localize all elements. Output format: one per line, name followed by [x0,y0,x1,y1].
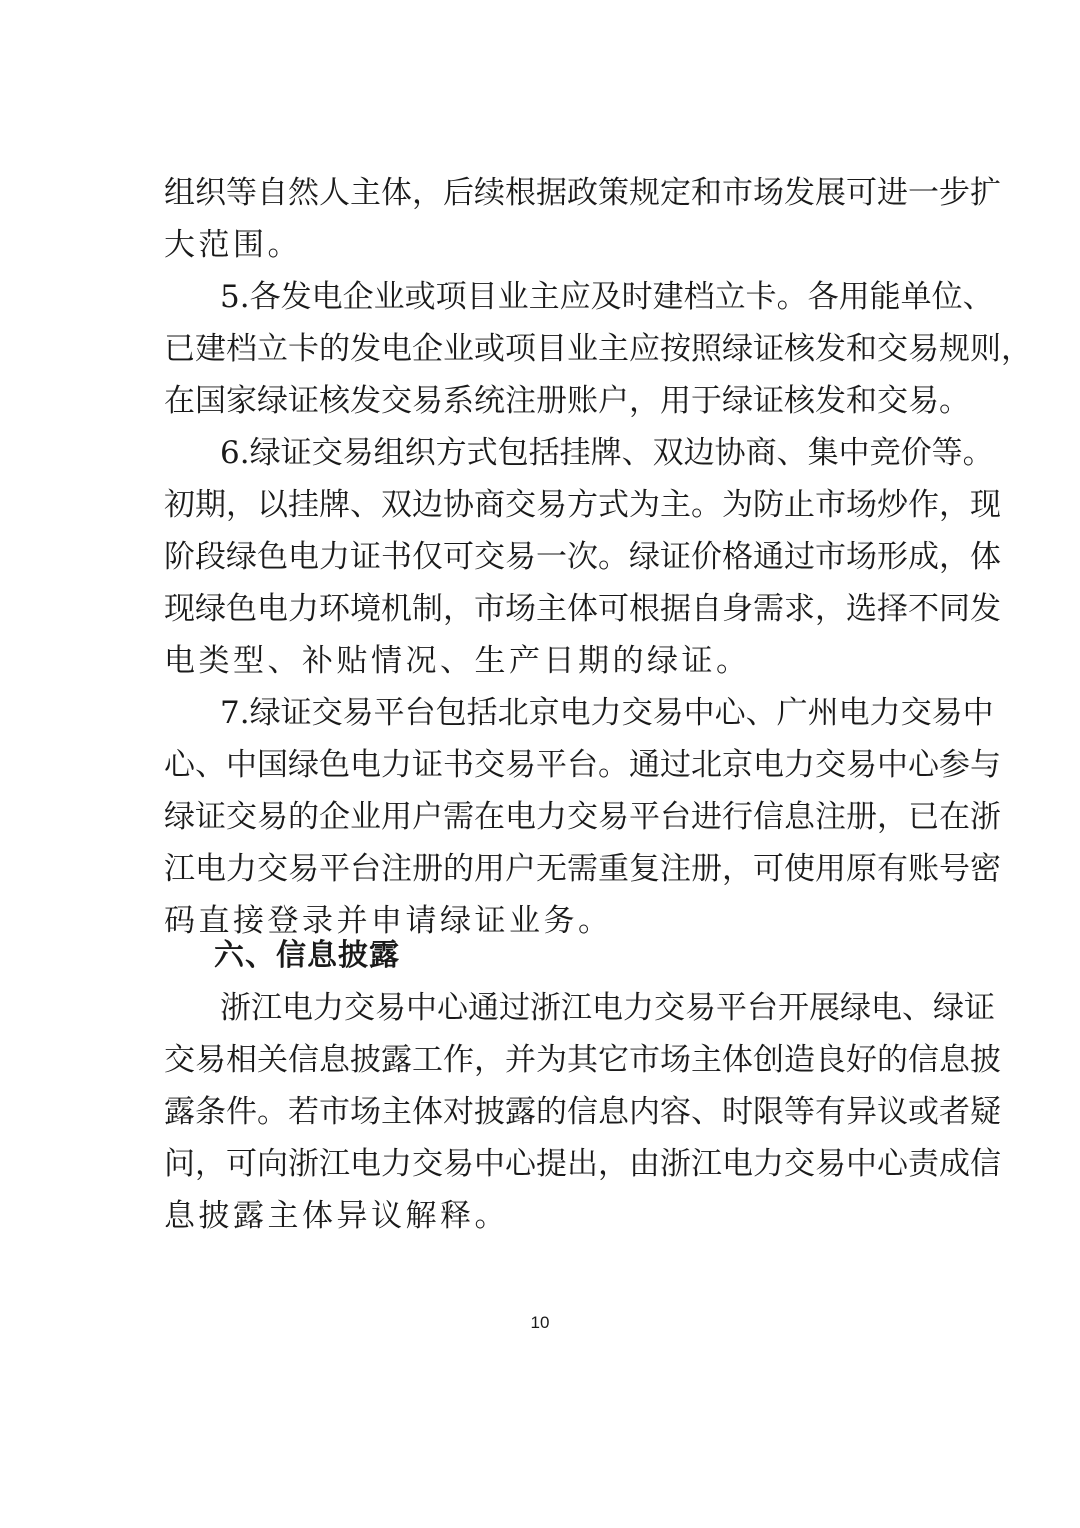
text-line: 阶段绿色电力证书仅可交易一次。绿证价格通过市场形成，体 [164,539,1001,575]
text-line: 在国家绿证核发交易系统注册账户，用于绿证核发和交易。 [164,383,970,419]
text-line: 初期，以挂牌、双边协商交易方式为主。为防止市场炒作，现 [164,487,1001,523]
text-line: 5.各发电企业或项目业主应及时建档立卡。各用能单位、 [220,279,994,315]
text-line: 7.绿证交易平台包括北京电力交易中心、广州电力交易中 [220,695,994,731]
text-line: 交易相关信息披露工作，并为其它市场主体创造良好的信息披 [164,1042,1001,1078]
text-line: 绿证交易的企业用户需在电力交易平台进行信息注册，已在浙 [164,799,1001,835]
text-line: 6.绿证交易组织方式包括挂牌、双边协商、集中竞价等。 [220,435,994,471]
text-line: 露条件。若市场主体对披露的信息内容、时限等有异议或者疑 [164,1094,1001,1130]
text-line: 已建档立卡的发电企业或项目业主应按照绿证核发和交易规则， [164,331,1032,367]
text-line: 江电力交易平台注册的用户无需重复注册，可使用原有账号密 [164,851,1001,887]
page-number: 10 [530,1313,550,1332]
section-heading: 六、信息披露 [214,938,400,973]
text-line: 浙江电力交易中心通过浙江电力交易平台开展绿电、绿证 [220,990,995,1026]
text-line: 现绿色电力环境机制，市场主体可根据自身需求，选择不同发 [164,591,1001,627]
text-line: 码直接登录并申请绿证业务。 [164,903,613,939]
text-line: 电类型、补贴情况、生产日期的绿证。 [164,643,751,679]
text-line: 问，可向浙江电力交易中心提出，由浙江电力交易中心责成信 [164,1146,1001,1182]
text-line: 心、中国绿色电力证书交易平台。通过北京电力交易中心参与 [164,747,1001,783]
text-line: 息披露主体异议解释。 [164,1198,509,1234]
text-line: 大范围。 [164,227,302,263]
text-line: 组织等自然人主体，后续根据政策规定和市场发展可进一步扩 [164,175,1001,211]
